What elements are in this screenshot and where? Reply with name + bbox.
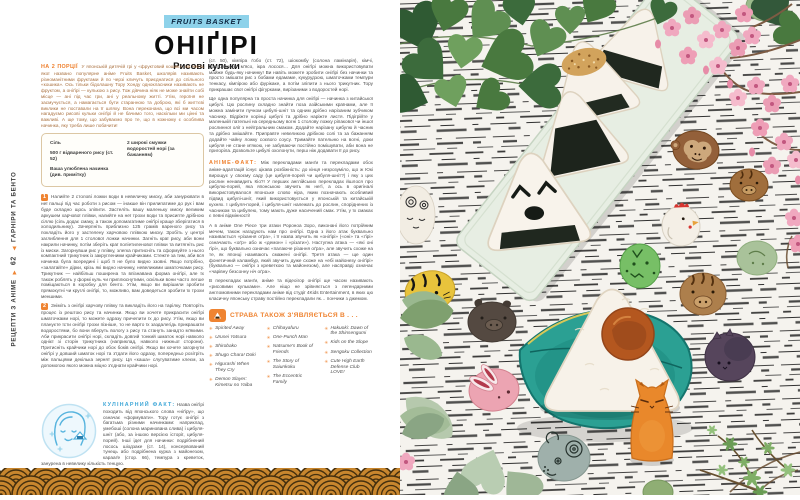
ingredient: Ваша улюблена начинка (див. примітку): [50, 167, 109, 179]
culinary-fact-text: КУЛІНАРНИЙ ФАКТ: Назва оніґірі походить від японського слова «ніґіру», що означає «формувати». Тору готує оніґірі з багатьма різними начинками: наприклад, умебоші (солона маринована слива) і цибуля-шніт (або, за іншою версією історії, цибуля-порей). Інші ідеї для начинки: подрібнений лосось шіодзаке (ст. 14), консервований тунець або подрібнена курка з майонезом, карааґе (стор. 66), темпура з креветок, занурена в невелику кількість тенцую.: [41, 402, 204, 466]
anime-fact-label: АНІМЕ-ФАКТ:: [209, 160, 258, 167]
ingredients-column-left: [50, 141, 118, 180]
list-item: ✳ Natsume's Book of Friends: [266, 343, 313, 355]
list-item: ✳ Chihayafuru: [266, 325, 299, 331]
triangle-marker-icon: [12, 270, 16, 274]
list-item: ✳ Shirobako: [209, 343, 237, 349]
list-item: ✳ Spirited Away: [209, 325, 245, 331]
list-item: ✳ The Story of Saiunkoku: [266, 358, 299, 370]
ingredient: Сіль: [50, 140, 61, 146]
appears-in-header: [209, 309, 373, 322]
ingredients-box: [41, 133, 204, 188]
step-2: 2 Зніміть з оніґірі харчову плівку та викладіть його на тарілку. Повторіть процес із рештою рису та начинки. Якщо ви хочете прикрасити оніґірі шматочками норі, то можете одразу причепити їх до рису. Утім, якщо ви плануєте їсти оніґірі трохи пізніше, то не варто їх заздалегідь прикрашати водоростями, бо вони вберуть вологу з рису та стануть занадто м'якими. Аби прикрасити оніґірі норі, складіть довгий тонкий шматок норі навколо однієї зі сторін трикутника (наприклад, навколо нижньої сторони). Притисніть крайчики норі до обох боків оніґірі. Якщо ви хочете загорнути оніґірі у довший шматок норі та з'їдати його одразу, попередньо розітріть між пальцями декілька зернят рису. Ця «каша» слугуватиме клеєм, за допомогою якого можна міцно з'єднати крайчики норі.: [41, 303, 204, 368]
list-item: ✳ Higurashi When They Cry: [209, 362, 250, 374]
step-1: 1 Налийте 2 столові ложки води в невеличку миску, аби занурювати в неї пальці під час роботи з рисом — інакше він прилипатиме до рук і вам буде складно щось зліпити. Застеліть вашу маленьку миску великим аркушем харчової плівки, налийте на неї трохи води та присипте дрібною сіллю (сіль додає смаку, а також допомагатиме оніґірі краще зберігатися в холодильнику). Зачерпніть приблизно 125 грамів вареного рису та покладіть його у застелену харчовою плівкою миску. Зробіть у центрі заглиблення для 1 столової ложки начинки. Загніть краї рису, аби вони накрили начинку, потім зберіть краї поліетиленової плівки та витягніть рис із миски. Загорнувши рис у плівку, злегка притисніть та сформуйте з нього компактний трикутник із закругленими крайчиками. Стежте за тим, аби вся начинка була всередині і щоб її не було видно ззовні. Якщо потрібно, «залатайте» дірки, крізь які видно начинку, невеликими шматочками рису. Трикутник — найбільш поширена та впізнавана форма оніґірі, але їх також роблять у формі куль чи приплюснутими, оскільки вони часто легше поміщаються в коробку для бенто. Утім, якщо ви вирішили зробити прямокутні чи круглі оніґірі, то, можливо, вам доведеться зробити їх трохи меншими.: [41, 194, 204, 300]
boar-egg: [680, 273, 726, 315]
page-number: 62: [10, 255, 18, 266]
list-item: ✳ Hakuoki: Dawn of the Shinsengumi: [324, 325, 369, 337]
anime-fact-paragraph-2: А в аніме One Piece три атаки Ророноа Зоро, виконані його потрійним мечем, також нагадують нам про оніґірі. Одна з його атак буквально називається «різання оґра», і її назва звучить як «оніґірі» («оні» та «ґірі» означають «оґр» або ж «демон» і «різати»). Наступна атака — «які оні ґірі», що буквально означає «палаюче різання оґра», але звучить схоже на те, як японці називають смажені оніґірі. Третя атака — ще один фонетичний каламбур, який звучить дуже схоже на «ебі майонезу оніґірі» (буквально — оніґірі з креветкою та майонезом), але насправді означає «чарівну безсонну ніч оґра».: [209, 222, 373, 275]
list-item: ✳ Shugo Chara! Doki: [209, 353, 256, 359]
ingredients-column-right: [127, 141, 195, 180]
list-item: ✳ Urusei Yatsura: [209, 334, 247, 340]
onigiri-photo: [400, 0, 800, 495]
text-column-left: [41, 64, 204, 372]
photo-page: [400, 0, 800, 495]
list-item: ✳ Demon Slayer: Kimetsu no Yaiba: [209, 377, 253, 388]
dragon-egg: [620, 244, 660, 288]
small-boar-egg: [730, 169, 768, 201]
appears-in-title: СТРАВА ТАКОЖ З'ЯВЛЯЄТЬСЯ В . . .: [230, 311, 358, 319]
servings-label: НА 2 ПОРЦІЇ: [41, 64, 78, 70]
culinary-fact-label: КУЛІНАРНИЙ ФАКТ:: [103, 402, 176, 408]
strip-chapter-label: ГАРНІРИ ТА БЕНТО: [10, 171, 18, 242]
list-item: ✳ One-Punch Man: [266, 334, 308, 340]
dark-pig-egg: [468, 299, 516, 342]
anime-fact-paragraph-1: АНІМЕ-ФАКТ: Між перекладами манґи та перекладами обох аніме-адаптацій існує цікава розбіжність: до кінця незрозуміло, що ж Юкі вирощує у своєму саду (це цибуля-порей чи цибуля-шніт?) і яку з цих рослин ненавидить Кіо?! У перших англійських перекладах йшлося про цибулю-порей, яка японською звучить як неґі, а ось в оригіналі використовувалося японське слово ніра, яким позначають особливий підвид цибулі-шніт, який використовується у японській та китайській кухнях. І цибуля-порей, і цибуля-шніт належать до рослин, споріднених із часником та цибулею, тому мають дуже насичений смак. Утім, у їх смаках є певні відмінності!: [209, 160, 373, 219]
series-badge: FRUITS BASKET: [164, 15, 248, 28]
text-column-middle: [209, 58, 373, 392]
appears-in-section: [209, 309, 373, 393]
ingredient: 500 г відвареного рису (ст. 52): [50, 151, 114, 163]
culinary-fact-illustration-icon: [41, 403, 97, 459]
closing-paragraph: В перекладах манґи, аніме та відеоігор оніґірі ще часом називають «рисовими кульками». Але ніщо не зрівняється з легендарними англомовними перекладами аніме від студії 4Kids Entertainment, в яких цю класичну японську страву постійно перекладали як… пончики з джемом.: [209, 278, 373, 301]
appears-in-list: [209, 326, 373, 393]
onigiri-mouth: [525, 206, 545, 220]
page-subtitle: Рисові кульки: [173, 61, 240, 72]
fillings-paragraph: (ст. 50), кімпіра ґобо (ст. 72), шіокомбу (солона ламінарія), кімчі, приправлене м'ясо, ікра лосося… Для оніґірі можна використовувати майже будь-яку начинку! Ви навіть можете зробити оніґірі без начинки та просто змішати рис з бобами едамаме, кукурудзою, шматочками темпури тенкасу, кімпірою або фурікаке, а потім зліпити з нього трикутник. Тору прикрашає свої оніґірі фігурками, вирізаними з водоростей норі.: [209, 58, 373, 92]
page-edge-strip: [11, 172, 18, 347]
strip-section-label: РЕЦЕПТИ З АНІМЕ: [10, 279, 18, 347]
list-item: ✳ The Eccentric Family: [266, 373, 303, 385]
list-item: ✳ Cute High Earth Defense Club LOVE!: [324, 358, 365, 376]
onigiri-icon: [209, 309, 226, 322]
sage-egg: [737, 241, 777, 275]
step-number: 2: [43, 303, 46, 310]
seigaiha-wave-pattern: [0, 468, 400, 495]
ingredient: 2 широкі смужки водоростей норі (за бажанням): [127, 140, 175, 158]
left-page: [0, 0, 400, 495]
culinary-fact-block: [41, 402, 204, 470]
step-number: 1: [43, 194, 46, 201]
triangle-marker-icon: [12, 247, 16, 251]
appears-in-col-3: [324, 326, 373, 393]
list-item: ✳ Kids on the Slope: [324, 340, 369, 346]
appears-in-col-2: [267, 326, 316, 393]
intro-paragraph: НА 2 ПОРЦІЇ У японській дитячій грі у «фруктовий кошик», на честь якої названо популярне аніме Fruits Basket, школярів називають різноманітними фруктами й по черзі кличуть приєднатися до спільного «кошика». Ось тільки бідолашну Тору Хонду однокласники називають не фруктом, а оніґірі — кулькою з рису. Тож дівчина ніяк не може знайти собі місце — ані під час гри, ані у реальному житті. Утім, героїня не засмучується, а намагається бути старанною та доброю, які б життєві виклики не поставали на її шляху. Вона переконана, що всі ми часом нагадуємо рисові кульки оніґірі й не бачимо того, наскільки ми цінні та важливі. А ще тому, що забуваємо про те, що в кожному є особлива начинка, яку треба лише побачити!: [41, 64, 204, 128]
scallion-paragraph: Ще одна популярна та проста начинка для оніґірі — начинка з китайської цибулі. Цю рослину складно знайти поза азійськими країнами, але її можна замінити пучком цибулі-шніт та одним дрібно нарізаним зубчиком часнику. Відріжте корінці цибулі та дрібно наріжте листя. Підігрійте у маленькій пательні на середньому вогні 1 столову ложку ріпакової чи іншої рослинної олії з нейтральним смаком. Додайте нарізану цибулю й часник та дрібно змішайте. Приправте невеликою дрібкою солі та за бажанням додайте чайну ложку соєвого соусу. Тримайте пательню на вогні, доки цибуля не стане м'якою, не забуваючи постійно помішувати, аби вона не пригоріла. Дозвольте цибулі охолонути, перш ніж додавати її до рису.: [209, 96, 373, 154]
page-title: ОНІҐІРІ: [154, 30, 259, 60]
appears-in-col-1: [209, 326, 258, 393]
list-item: ✳ Sengoku Collection: [324, 349, 372, 355]
ram-egg: [400, 186, 435, 244]
